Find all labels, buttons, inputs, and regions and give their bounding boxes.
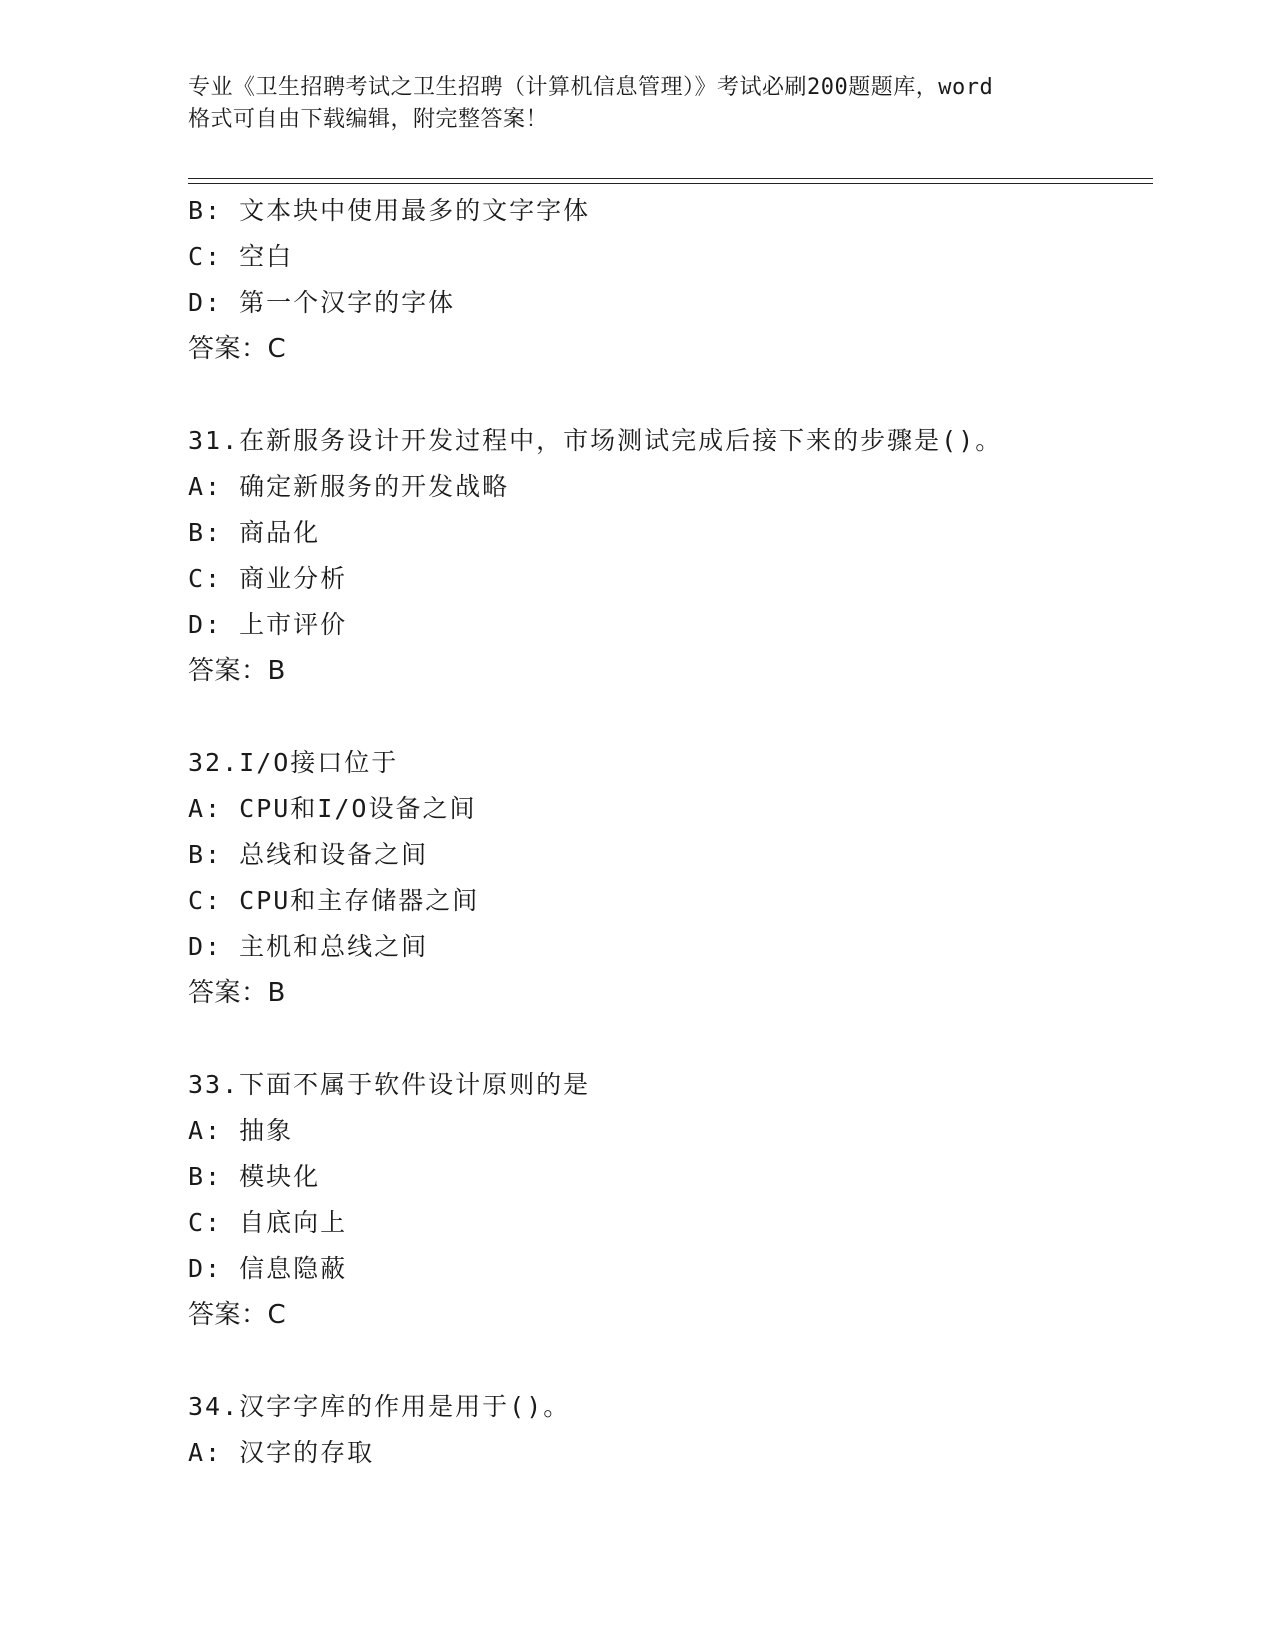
option-a: A: CPU和I/O设备之间 bbox=[188, 794, 477, 823]
option-a: A: 确定新服务的开发战略 bbox=[188, 472, 510, 501]
spacer bbox=[188, 694, 1148, 740]
header-divider-bottom bbox=[188, 183, 1153, 184]
option-c: C: 商业分析 bbox=[188, 564, 348, 593]
spacer bbox=[188, 1338, 1148, 1384]
option-c: C: 自底向上 bbox=[188, 1208, 348, 1237]
option-d: D: 信息隐蔽 bbox=[188, 1254, 348, 1283]
question-block-32 bbox=[188, 740, 1148, 1016]
option-d: D: 上市评价 bbox=[188, 610, 348, 639]
header-line-1: 专业《卫生招聘考试之卫生招聘（计算机信息管理）》考试必刷200题题库，word bbox=[188, 75, 994, 100]
option-d: D: 主机和总线之间 bbox=[188, 932, 429, 961]
spacer bbox=[188, 372, 1148, 418]
question-stem: 32.I/O接口位于 bbox=[188, 748, 399, 777]
document-header bbox=[188, 72, 1088, 136]
option-d: D: 第一个汉字的字体 bbox=[188, 288, 456, 317]
option-b: B: 文本块中使用最多的文字字体 bbox=[188, 196, 591, 225]
question-stem: 31.在新服务设计开发过程中，市场测试完成后接下来的步骤是()。 bbox=[188, 426, 1003, 455]
question-block-31 bbox=[188, 418, 1148, 694]
question-block-34 bbox=[188, 1384, 1148, 1476]
option-a: A: 抽象 bbox=[188, 1116, 294, 1145]
option-a: A: 汉字的存取 bbox=[188, 1438, 375, 1467]
question-list bbox=[188, 188, 1148, 1476]
question-stem: 33.下面不属于软件设计原则的是 bbox=[188, 1070, 591, 1099]
question-block-previous bbox=[188, 188, 1148, 372]
question-block-33 bbox=[188, 1062, 1148, 1338]
spacer bbox=[188, 1016, 1148, 1062]
answer-line: 答案：B bbox=[188, 978, 286, 1008]
answer-line: 答案：C bbox=[188, 334, 287, 364]
option-c: C: 空白 bbox=[188, 242, 294, 271]
answer-line: 答案：B bbox=[188, 656, 286, 686]
question-stem: 34.汉字字库的作用是用于()。 bbox=[188, 1392, 571, 1421]
option-b: B: 商品化 bbox=[188, 518, 321, 547]
option-b: B: 总线和设备之间 bbox=[188, 840, 429, 869]
answer-line: 答案：C bbox=[188, 1300, 287, 1330]
option-c: C: CPU和主存储器之间 bbox=[188, 886, 480, 915]
header-line-2: 格式可自由下载编辑，附完整答案！ bbox=[188, 107, 549, 132]
header-divider-top bbox=[188, 178, 1153, 179]
option-b: B: 模块化 bbox=[188, 1162, 321, 1191]
